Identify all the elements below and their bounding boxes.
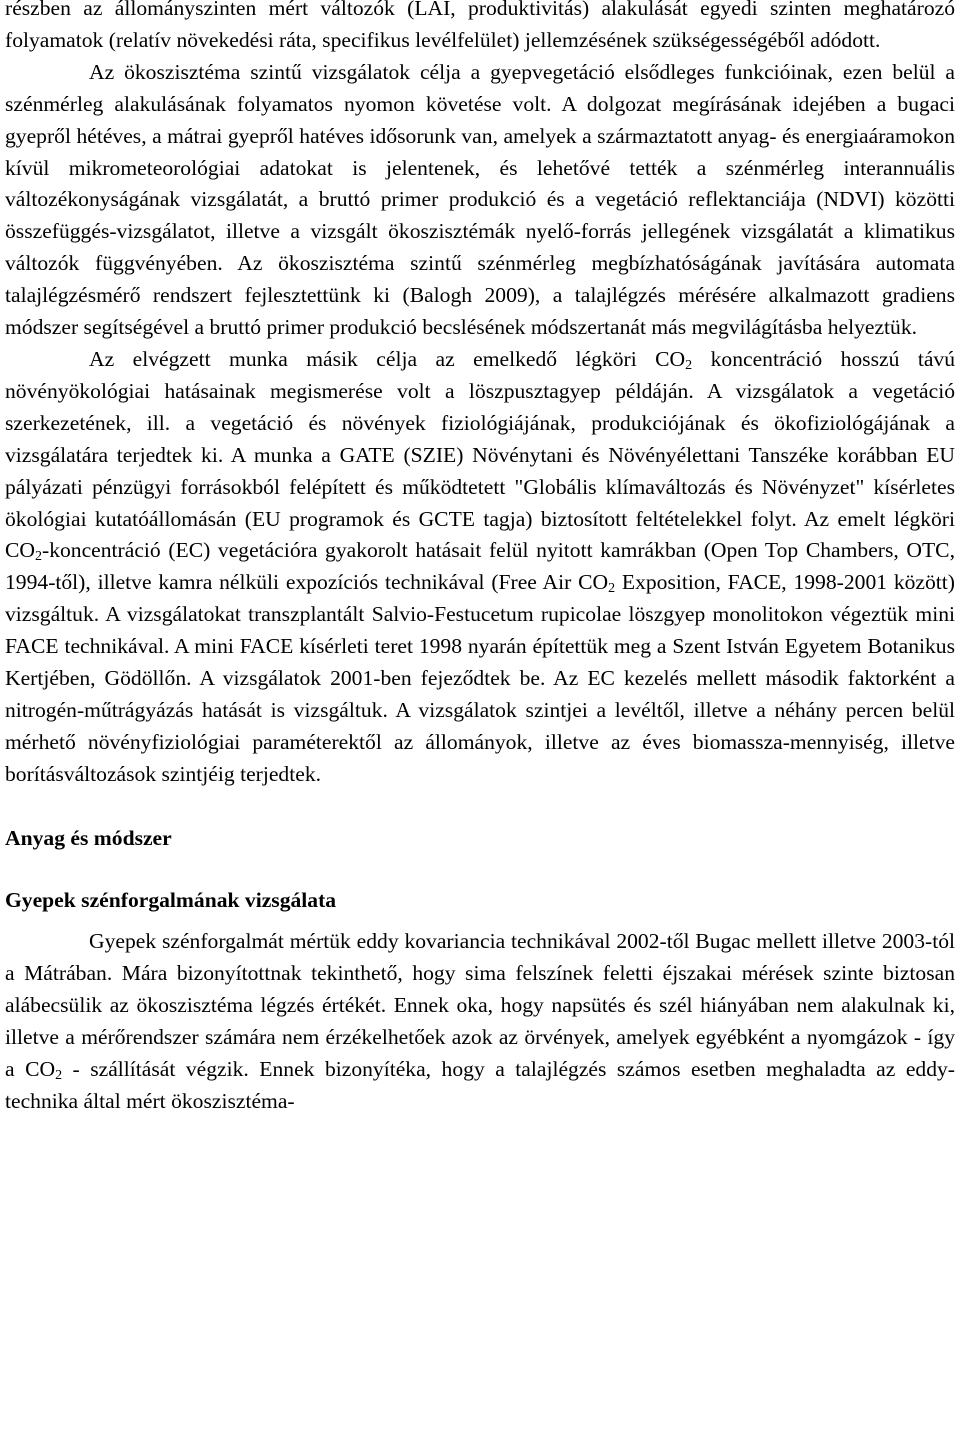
section-heading: Anyag és módszer bbox=[5, 825, 172, 850]
paragraph-text: Exposition, FACE, 1998-2001 között) vizsgáltuk. A vizsgálatokat transzplantált Salvio-Festucetum rupicolae löszgyep monolitokon végeztük mini FACE technikával. A mini FACE kísérleti teret 1998 nyarán építettük meg a Szent István Egyetem Botanikus Kertjében, Gödöllőn. A vizsgálatok 2001-ben fejeződtek be. Az EC kezelés mellett második faktorként a nitrogén-műtrágyázás hatását is vizsgáltuk. A vizsgálatok szintjei a levéltől, illetve a néhány percen belül mérhető növényfiziológiai paraméterektől az állományok, illetve az éves biomassza-mennyiség, illetve borításváltozások szintjéig terjedtek. bbox=[5, 570, 955, 786]
paragraph-ecosystem-studies bbox=[5, 57, 955, 344]
paragraph-text: - szállítását végzik. Ennek bizonyítéka, hogy a talajlégzés számos esetben meghaladta az eddy-technika által mért ökoszisztéma- bbox=[5, 1057, 956, 1113]
paragraph-text: Gyepek szénforgalmát mértük eddy kovariancia technikával 2002-től Bugac mellett illetve 2003-tól a Mátrában. Mára bizonyítottnak tekinthető, hogy sima felszínek feletti éjszakai mérések szinte biztosan alábecsülik az ökoszisztéma légzés értékét. Ennek oka, hogy napsütés és szél hiányában nem alakulnak ki, illetve a mérőrendszer számára nem érzékelhetőek azok az örvények, amelyek egyébként a nyomgázok - így a CO bbox=[5, 929, 955, 1082]
subsection-heading: Gyepek szénforgalmának vizsgálata bbox=[5, 887, 337, 912]
paragraph-text: Az ökoszisztéma szintű szénmérleg megbízhatóságának javítására automata talajlégzésmérő rendszert fejlesztettünk ki (Balogh 2009), a talajlégzés mérésére alkalmazott gradiens módszer segítségével a bruttó primer produkció becslésének módszertanát más megvilágításba helyeztük. bbox=[5, 251, 955, 340]
subscript: 2 bbox=[55, 1068, 63, 1084]
paragraph-text: -koncentráció (EC) vegetációra gyakorolt hatásait felül nyitott kamrákban (Open Top Chambers, OTC, 1994-től), illetve kamra nélküli expozíciós technikával (Free Air CO bbox=[5, 538, 955, 595]
paragraph-text: Az elvégzett munka másik célja az emelkedő légköri CO bbox=[89, 346, 686, 371]
paragraph-text: Az ökoszisztéma szintű vizsgálatok célja a gyepvegetáció elsődleges funkcióinak, ezen belül a szénmérleg alakulásának folyamatos nyomon követése volt. bbox=[5, 59, 955, 116]
paragraph-co2-studies bbox=[5, 344, 955, 791]
paragraph-intro-continuation bbox=[5, 0, 955, 57]
document-page bbox=[5, 0, 955, 1118]
subscript: 2 bbox=[35, 549, 42, 565]
subscript: 2 bbox=[608, 581, 616, 597]
paragraph-text: koncentráció hosszú távú növényökológiai hatásainak megismerése volt a löszpusztagyep példáján. A vizsgálatok a vegetáció szerkezetének, ill. a vegetáció és növények fiziológiájának, produkciójának és ökofiziológájának a vizsgálatára terjedtek ki. A munka a GATE (SZIE) Növénytani és Növényélettani Tanszéke korábban EU pályázati pénzügyi forrásokból felépített és működtetett "Globális klímaváltozás és Növényzet" kísérletes ökológiai kutatóállomásán (EU programok és GCTE tagja) biztosított feltételekkel folyt. Az emelt légköri CO bbox=[5, 346, 956, 563]
paragraph-text: részben az állományszinten mért változók (LAI, produktivitás) alakulását egyedi szinten meghatározó folyamatok (relatív növekedési ráta, specifikus levélfelület) jellemzésének szükségességéből adódott. bbox=[5, 0, 955, 52]
paragraph-text: A dolgozat megírásának idejében a bugaci gyepről hétéves, a mátrai gyepről hatéves idősorunk van, amelyek a származtatott anyag- és energiaáramokon kívül mikrometeorológiai adatokat is jelentenek, és lehetővé tették a szénmérleg interannuális változékonyságának vizsgálatát, a bruttó primer produkció és a vegetáció reflektanciája (NDVI) közötti összefüggés-vizsgálatot, illetve a vizsgált ökoszisztémák nyelő-forrás jellegének vizsgálatát a klimatikus változók függvényében. bbox=[5, 91, 955, 276]
paragraph-carbon-flux-methods bbox=[5, 926, 955, 1117]
subscript: 2 bbox=[685, 357, 693, 373]
